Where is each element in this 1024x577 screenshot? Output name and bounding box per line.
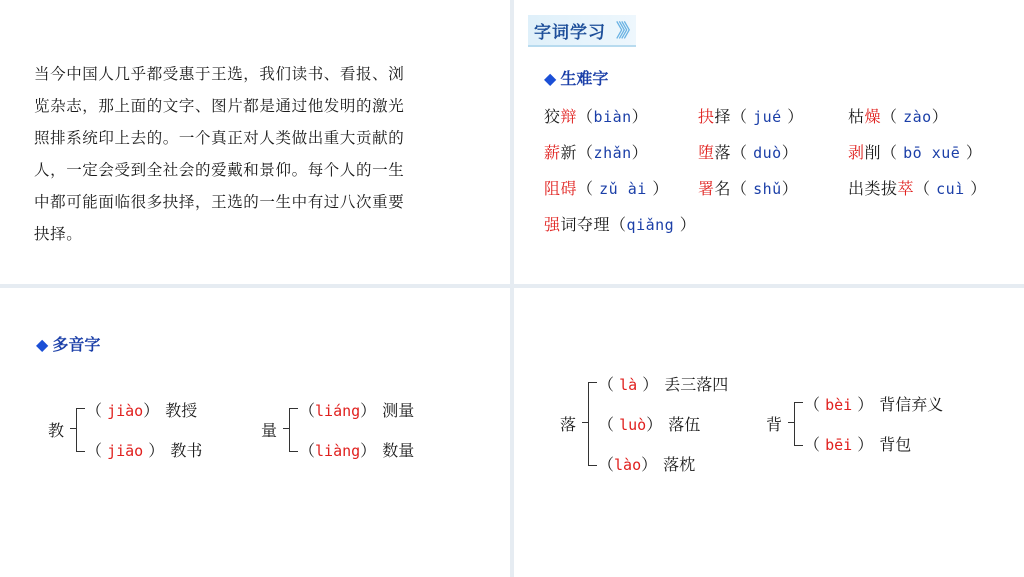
polyphonic-reading xyxy=(299,398,414,421)
reading-word: 背信弃义 xyxy=(879,395,944,414)
polyphonic-title-text: 多音字 xyxy=(52,335,101,354)
passage-line: 当今中国人几乎都受惠于王选，我们读书、看报、浏 xyxy=(34,65,405,83)
polyphonic-char: 落 xyxy=(560,415,577,434)
polyphonic-reading xyxy=(598,452,695,475)
paren-close: ） xyxy=(360,441,377,460)
reading-pinyin: liàng xyxy=(315,442,361,460)
vocab-target-char: 堕 xyxy=(698,143,715,162)
vocab-item xyxy=(544,140,648,163)
difficult-chars-title-text: 生难字 xyxy=(560,69,609,88)
diamond-bullet-icon: ◆ xyxy=(36,335,49,354)
vocab-item xyxy=(848,176,987,199)
vocab-pinyin: biàn xyxy=(593,108,632,126)
vocab-item xyxy=(698,176,798,199)
passage-text xyxy=(34,58,494,250)
reading-pinyin: bēi xyxy=(825,436,853,454)
polyphonic-title xyxy=(36,332,100,355)
paren-close: ） xyxy=(964,179,987,198)
paren-open: （ xyxy=(914,179,937,198)
polyphonic-reading xyxy=(299,438,414,461)
vocab-pinyin: cuì xyxy=(936,180,965,198)
vocab-plain-char: 择 xyxy=(714,107,732,126)
brace-tip xyxy=(283,428,289,429)
polyphonic-reading xyxy=(598,372,728,395)
paren-close: ） xyxy=(781,179,799,198)
reading-pinyin: lào xyxy=(614,456,642,474)
paren-open: （ xyxy=(610,215,627,234)
section-tag xyxy=(528,15,636,47)
paren-close: ） xyxy=(931,107,949,126)
paren-close: ） xyxy=(852,435,874,454)
vocab-item xyxy=(848,104,948,127)
reading-pinyin: là xyxy=(619,376,638,394)
difficult-chars-title xyxy=(544,66,608,89)
paren-close: ） xyxy=(631,107,649,126)
vocab-plain-char: 狡 xyxy=(544,107,561,126)
polyphonic-reading xyxy=(86,398,197,421)
polyphonic-char: 量 xyxy=(261,421,278,440)
paren-open: （ xyxy=(299,441,316,460)
vocab-pinyin: bō xuē xyxy=(903,144,961,162)
vocab-pinyin: shǔ xyxy=(753,180,782,198)
vocab-target-char: 薪 xyxy=(544,143,561,162)
polyphonic-reading xyxy=(804,432,911,455)
reading-word: 落枕 xyxy=(663,455,696,474)
passage-line: 照排系统印上去的。一个真正对人类做出重大贡献的 xyxy=(34,129,405,147)
vocab-item xyxy=(544,104,648,127)
vocab-plain-char: 出类拔 xyxy=(848,179,898,198)
reading-word: 教授 xyxy=(165,401,198,420)
passage-line: 抉择。 xyxy=(34,225,83,243)
reading-word: 教书 xyxy=(170,441,203,460)
brace-bracket xyxy=(76,408,85,452)
vocab-plain-char: 枯 xyxy=(848,107,865,126)
brace-tip xyxy=(788,422,794,423)
paren-open: （ xyxy=(299,401,316,420)
paren-close: ） xyxy=(781,107,804,126)
reading-word: 测量 xyxy=(382,401,415,420)
paren-close: ） xyxy=(646,179,669,198)
vocab-item xyxy=(544,212,696,235)
vocab-target-char: 阻碍 xyxy=(544,179,578,198)
paren-close: ） xyxy=(143,401,160,420)
paren-open: （ xyxy=(731,107,754,126)
vocab-target-char: 剥 xyxy=(848,143,865,162)
polyphonic-reading xyxy=(804,392,943,415)
passage-line: 中都可能面临很多抉择，王选的一生中有过八次重要 xyxy=(34,193,405,211)
paren-open: （ xyxy=(804,435,826,454)
paren-close: ） xyxy=(852,395,874,414)
reading-pinyin: jiào xyxy=(107,402,144,420)
vocab-item xyxy=(544,176,669,199)
paren-close: ） xyxy=(641,455,658,474)
vocab-plain-char: 新 xyxy=(560,143,578,162)
brace-bracket xyxy=(794,402,803,446)
paren-close: ） xyxy=(631,143,649,162)
polyphonic-reading xyxy=(86,438,202,461)
paren-close: ） xyxy=(781,143,799,162)
paren-close: ） xyxy=(674,215,697,234)
polyphonic-char: 背 xyxy=(766,415,783,434)
vocab-target-char: 萃 xyxy=(897,179,915,198)
paren-close: ） xyxy=(637,375,659,394)
brace-bracket xyxy=(289,408,298,452)
vocab-plain-char: 名 xyxy=(714,179,732,198)
reading-word: 数量 xyxy=(382,441,415,460)
vocab-plain-char: 词夺理 xyxy=(560,215,611,234)
paren-close: ） xyxy=(360,401,377,420)
paren-open: （ xyxy=(598,415,620,434)
vocab-pinyin: duò xyxy=(753,144,782,162)
reading-pinyin: liáng xyxy=(315,402,361,420)
vocab-target-char: 署 xyxy=(698,179,715,198)
paren-open: （ xyxy=(881,143,904,162)
reading-pinyin: jiāo xyxy=(107,442,144,460)
paren-open: （ xyxy=(577,143,594,162)
reading-pinyin: luò xyxy=(619,416,647,434)
vocab-pinyin: qiǎng xyxy=(626,216,675,234)
vocab-target-char: 燥 xyxy=(864,107,882,126)
reading-word: 背包 xyxy=(879,435,912,454)
vocab-item xyxy=(848,140,982,163)
vocab-item xyxy=(698,104,804,127)
paren-close: ） xyxy=(143,441,165,460)
polyphonic-char: 教 xyxy=(48,421,65,440)
paren-open: （ xyxy=(598,375,620,394)
reading-pinyin: bèi xyxy=(825,396,853,414)
paren-open: （ xyxy=(577,179,600,198)
vocab-target-char: 强 xyxy=(544,215,561,234)
section-tag-label: 字词学习 xyxy=(534,23,606,43)
brace-bracket xyxy=(588,382,597,466)
paren-open: （ xyxy=(598,455,615,474)
paren-open: （ xyxy=(577,107,594,126)
paren-open: （ xyxy=(731,143,754,162)
paren-open: （ xyxy=(731,179,754,198)
paren-open: （ xyxy=(86,441,108,460)
paren-open: （ xyxy=(804,395,826,414)
vocab-target-char: 辩 xyxy=(560,107,578,126)
vocab-pinyin: zǔ ài xyxy=(599,180,647,198)
vocab-target-char: 抉 xyxy=(698,107,715,126)
paren-open: （ xyxy=(881,107,904,126)
reading-word: 丢三落四 xyxy=(664,375,729,394)
diamond-bullet-icon: ◆ xyxy=(544,69,557,88)
vocab-pinyin: zào xyxy=(903,108,932,126)
polyphonic-reading xyxy=(598,412,700,435)
vocab-plain-char: 削 xyxy=(864,143,882,162)
brace-tip xyxy=(582,422,588,423)
vocab-plain-char: 落 xyxy=(714,143,732,162)
paren-close: ） xyxy=(646,415,663,434)
brace-tip xyxy=(70,428,76,429)
vocab-item xyxy=(698,140,798,163)
vocab-pinyin: zhǎn xyxy=(593,144,632,162)
paren-close: ） xyxy=(960,143,983,162)
passage-line: 人，一定会受到全社会的爱戴和景仰。每个人的一生 xyxy=(34,161,405,179)
vocab-pinyin: jué xyxy=(753,108,782,126)
reading-word: 落伍 xyxy=(668,415,701,434)
double-chevron-icon: 》》 xyxy=(616,21,635,42)
passage-line: 览杂志，那上面的文字、图片都是通过他发明的激光 xyxy=(34,97,405,115)
paren-open: （ xyxy=(86,401,108,420)
